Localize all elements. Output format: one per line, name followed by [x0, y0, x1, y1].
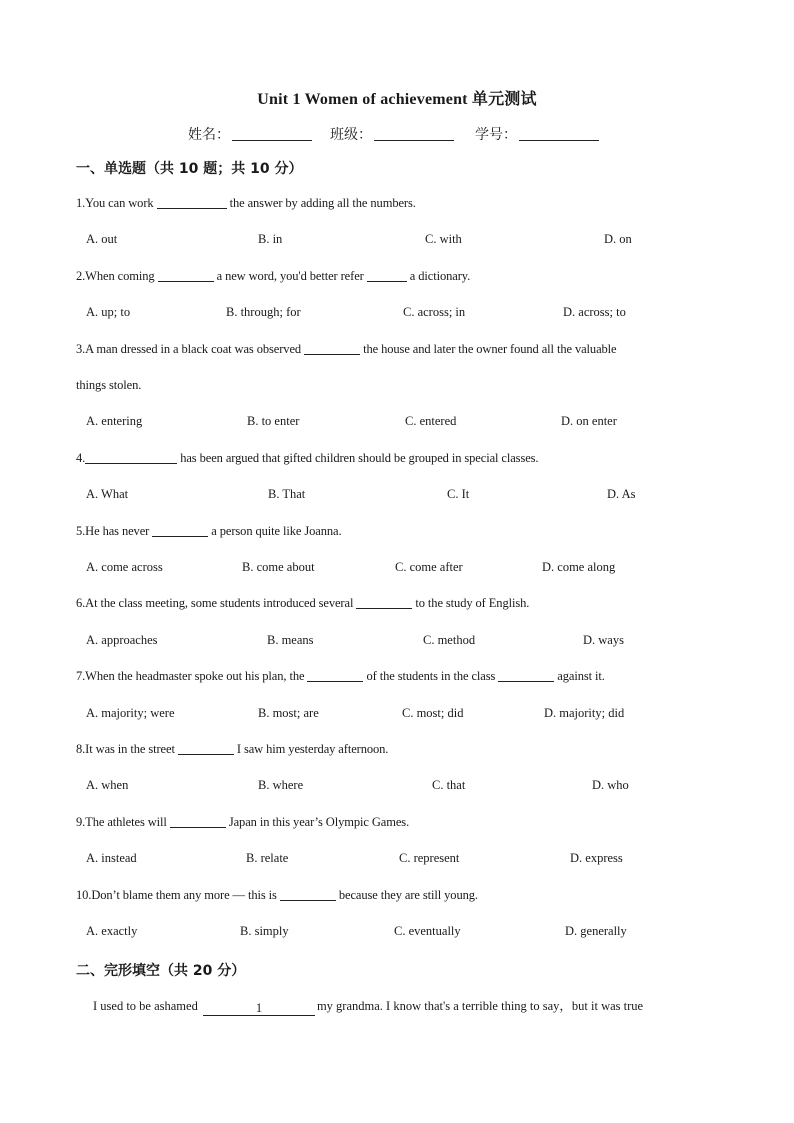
question-3-stem [76, 342, 617, 357]
option-c[interactable]: C. that [432, 778, 466, 792]
option-a[interactable]: A. come across [86, 560, 163, 574]
question-text: 3.A man dressed in a black coat was observed [76, 342, 305, 356]
option-a[interactable]: A. exactly [86, 924, 138, 938]
section-heading-cloze: 二、完形填空（共 20 分） [76, 963, 246, 979]
answer-blank[interactable] [307, 669, 363, 682]
option-a[interactable]: A. What [86, 487, 129, 501]
option-b[interactable]: B. means [267, 633, 314, 647]
question-6-stem [76, 596, 529, 611]
answer-blank[interactable] [356, 596, 412, 609]
option-b[interactable]: B. where [258, 778, 304, 792]
question-text: because they are still young. [335, 888, 478, 902]
question-text: 1.You can work [76, 196, 157, 210]
student-id-blank[interactable] [519, 126, 599, 141]
option-d[interactable]: D. across; to [563, 305, 626, 319]
question-text: Japan in this year’s Olympic Games. [225, 815, 410, 829]
option-d[interactable]: D. come along [542, 560, 616, 574]
option-b[interactable]: B. simply [240, 924, 289, 938]
question-text: 10.Don’t blame them any more — this is [76, 888, 280, 902]
question-7-stem [76, 669, 605, 684]
question-1-stem [76, 196, 416, 211]
class-label: 班级： [330, 127, 372, 143]
question-text: I saw him yesterday afternoon. [233, 742, 389, 756]
name-label: 姓名： [188, 127, 230, 143]
question-text: of the students in the class [363, 669, 499, 683]
answer-blank[interactable] [170, 815, 226, 828]
option-d[interactable]: D. on [604, 232, 632, 246]
question-9-stem [76, 815, 409, 830]
question-text: 7.When the headmaster spoke out his plan, the [76, 669, 308, 683]
answer-blank[interactable] [85, 451, 177, 464]
student-id-field[interactable] [475, 124, 599, 144]
question-10-options [86, 924, 706, 940]
name-blank[interactable] [232, 126, 312, 141]
question-text: a dictionary. [406, 269, 471, 283]
question-text: a person quite like Joanna. [208, 524, 342, 538]
answer-blank[interactable] [152, 524, 208, 537]
option-c[interactable]: C. eventually [394, 924, 461, 938]
question-2-stem [76, 269, 470, 284]
question-text: things stolen. [76, 378, 142, 392]
question-text: against it. [554, 669, 605, 683]
question-4-options [86, 487, 706, 503]
class-blank[interactable] [374, 126, 454, 141]
option-d[interactable]: D. generally [565, 924, 627, 938]
option-b[interactable]: B. That [268, 487, 306, 501]
option-a[interactable]: A. when [86, 778, 129, 792]
option-d[interactable]: D. express [570, 851, 623, 865]
answer-blank[interactable] [498, 669, 554, 682]
option-d[interactable]: D. on enter [561, 414, 617, 428]
class-field[interactable] [330, 124, 454, 144]
option-b[interactable]: B. come about [242, 560, 315, 574]
cloze-blank-1[interactable] [203, 1001, 315, 1016]
option-a[interactable]: A. instead [86, 851, 137, 865]
question-9-options [86, 851, 706, 867]
question-5-options [86, 560, 706, 576]
question-text: 8.It was in the street [76, 742, 178, 756]
option-b[interactable]: B. in [258, 232, 283, 246]
option-c[interactable]: C. entered [405, 414, 457, 428]
answer-blank[interactable] [158, 269, 214, 282]
question-8-stem [76, 742, 388, 757]
option-d[interactable]: D. As [607, 487, 636, 501]
passage-text-before: I used to be ashamed [93, 999, 201, 1013]
option-a[interactable]: A. approaches [86, 633, 158, 647]
question-1-options [86, 232, 706, 248]
question-text: 9.The athletes will [76, 815, 170, 829]
option-c[interactable]: C. across; in [403, 305, 466, 319]
question-text: the answer by adding all the numbers. [226, 196, 416, 210]
question-2-options [86, 305, 706, 321]
option-b[interactable]: B. most; are [258, 706, 319, 720]
option-d[interactable]: D. ways [583, 633, 624, 647]
question-7-options [86, 706, 706, 722]
option-c[interactable]: C. method [423, 633, 476, 647]
question-text: to the study of English. [412, 596, 530, 610]
question-8-options [86, 778, 706, 794]
answer-blank[interactable] [157, 196, 227, 209]
option-d[interactable]: D. majority; did [544, 706, 625, 720]
option-c[interactable]: C. It [447, 487, 470, 501]
question-text: 5.He has never [76, 524, 153, 538]
question-text: the house and later the owner found all the valuable [360, 342, 617, 356]
option-c[interactable]: C. with [425, 232, 462, 246]
option-b[interactable]: B. through; for [226, 305, 301, 319]
question-text: 4. [76, 451, 86, 465]
answer-blank[interactable] [304, 342, 360, 355]
student-id-label: 学号： [475, 127, 517, 143]
question-text: 6.At the class meeting, some students introduced several [76, 596, 357, 610]
answer-blank[interactable] [280, 888, 336, 901]
answer-blank[interactable] [178, 742, 234, 755]
page-title: Unit 1 Women of achievement 单元测试 [257, 91, 537, 108]
name-field[interactable] [188, 124, 312, 144]
option-c[interactable]: C. come after [395, 560, 463, 574]
option-d[interactable]: D. who [592, 778, 629, 792]
option-c[interactable]: C. represent [399, 851, 460, 865]
passage-text-after: my grandma. I know that's a terrible thing to say，but it was true [316, 999, 644, 1013]
option-a[interactable]: A. up; to [86, 305, 131, 319]
cloze-blank-number: 1 [255, 1001, 263, 1015]
question-text: has been argued that gifted children should be grouped in special classes. [177, 451, 539, 465]
question-3-stem-cont [76, 378, 141, 393]
option-b[interactable]: B. to enter [247, 414, 300, 428]
section-heading-single-choice: 一、单选题（共 10 题；共 10 分） [76, 161, 303, 177]
question-3-options [86, 414, 706, 430]
option-c[interactable]: C. most; did [402, 706, 464, 720]
option-a[interactable]: A. entering [86, 414, 143, 428]
option-a[interactable]: A. out [86, 232, 118, 246]
question-text: 2.When coming [76, 269, 158, 283]
question-6-options [86, 633, 706, 649]
option-a[interactable]: A. majority; were [86, 706, 175, 720]
question-5-stem [76, 524, 342, 539]
cloze-passage [93, 996, 643, 1016]
question-4-stem [76, 451, 538, 466]
option-b[interactable]: B. relate [246, 851, 289, 865]
question-text: a new word, you'd better refer [213, 269, 367, 283]
question-10-stem [76, 888, 478, 903]
answer-blank[interactable] [367, 269, 407, 282]
